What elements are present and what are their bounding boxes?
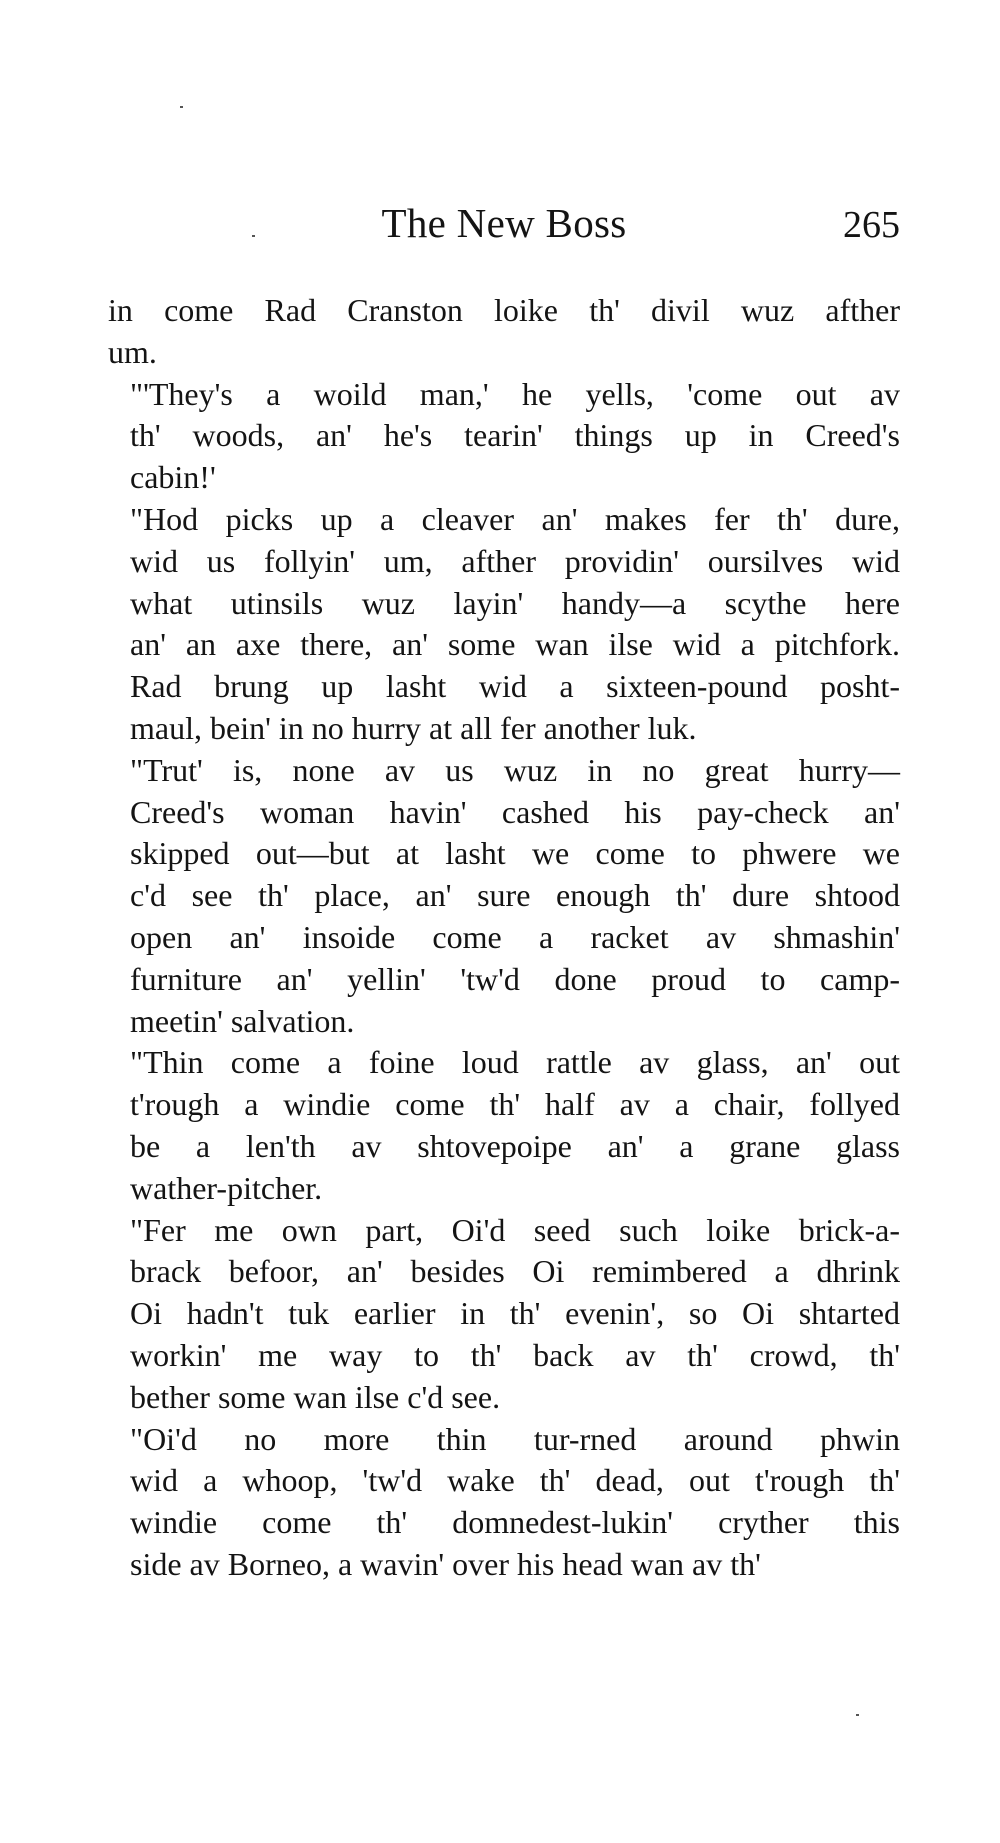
text-line: cabin!': [130, 459, 216, 496]
text-line: meetin' salvation.: [130, 1002, 355, 1039]
paragraph: [108, 1210, 900, 1419]
paragraph: [108, 1419, 900, 1586]
paragraph: [108, 499, 900, 750]
text-line: brack befoor, an' besides Oi remimbered a dhrink: [130, 1253, 900, 1290]
text-line: wather-pitcher.: [130, 1169, 323, 1206]
text-line: furniture an' yellin' 'tw'd done proud to camp-: [130, 960, 900, 997]
text-line: workin' me way to th' back av th' crowd, th': [130, 1336, 900, 1373]
text-line: maul, bein' in no hurry at all fer another luk.: [130, 709, 697, 746]
text-line: what utinsils wuz layin' handy—a scythe here: [130, 584, 900, 621]
text-line: be a len'th av shtovepoipe an' a grane glass: [130, 1127, 900, 1164]
text-line: t'rough a windie come th' half av a chair, follyed: [130, 1086, 900, 1123]
running-head: [108, 196, 900, 250]
text-line: skipped out—but at lasht we come to phwere we: [130, 835, 900, 872]
text-line: Creed's woman havin' cashed his pay-check an': [130, 793, 900, 830]
speck-mark: [856, 1714, 859, 1716]
paragraph: [108, 374, 900, 499]
paragraph: [108, 1042, 900, 1209]
running-title: The New Boss: [381, 200, 627, 246]
text-line: open an' insoide come a racket av shmashin': [130, 918, 900, 955]
text-line: in come Rad Cranston loike th' divil wuz afther: [108, 292, 900, 328]
body-text: [108, 290, 900, 1586]
text-line: side av Borneo, a wavin' over his head wan av th': [130, 1545, 761, 1582]
text-line: "Trut' is, none av us wuz in no great hurry—: [130, 751, 900, 788]
text-line: bether some wan ilse c'd see.: [130, 1378, 501, 1415]
text-line: um.: [108, 333, 157, 370]
paragraph: [108, 290, 900, 374]
text-line: "Oi'd no more thin tur-rned around phwin: [130, 1420, 900, 1457]
text-line: c'd see th' place, an' sure enough th' dure shtood: [130, 877, 900, 914]
paragraph: [108, 750, 900, 1043]
text-line: wid a whoop, 'tw'd wake th' dead, out t'rough th': [130, 1462, 900, 1499]
text-line: windie come th' domnedest-lukin' cryther this: [130, 1504, 900, 1541]
speck-mark: [180, 106, 183, 108]
page-number: 265: [843, 204, 900, 246]
text-line: wid us follyin' um, afther providin' oursilves wid: [130, 542, 900, 579]
text-line: th' woods, an' he's tearin' things up in Creed's: [130, 417, 900, 454]
text-line: "Hod picks up a cleaver an' makes fer th' dure,: [130, 500, 900, 537]
text-line: Rad brung up lasht wid a sixteen-pound posht-: [130, 668, 900, 705]
text-line: "'They's a woild man,' he yells, 'come out av: [130, 375, 900, 412]
text-line: Oi hadn't tuk earlier in th' evenin', so Oi shtarted: [130, 1295, 900, 1332]
text-line: an' an axe there, an' some wan ilse wid a pitchfork.: [130, 626, 900, 663]
text-line: "Thin come a foine loud rattle av glass, an' out: [130, 1044, 900, 1081]
text-line: "Fer me own part, Oi'd seed such loike brick-a-: [130, 1211, 900, 1248]
